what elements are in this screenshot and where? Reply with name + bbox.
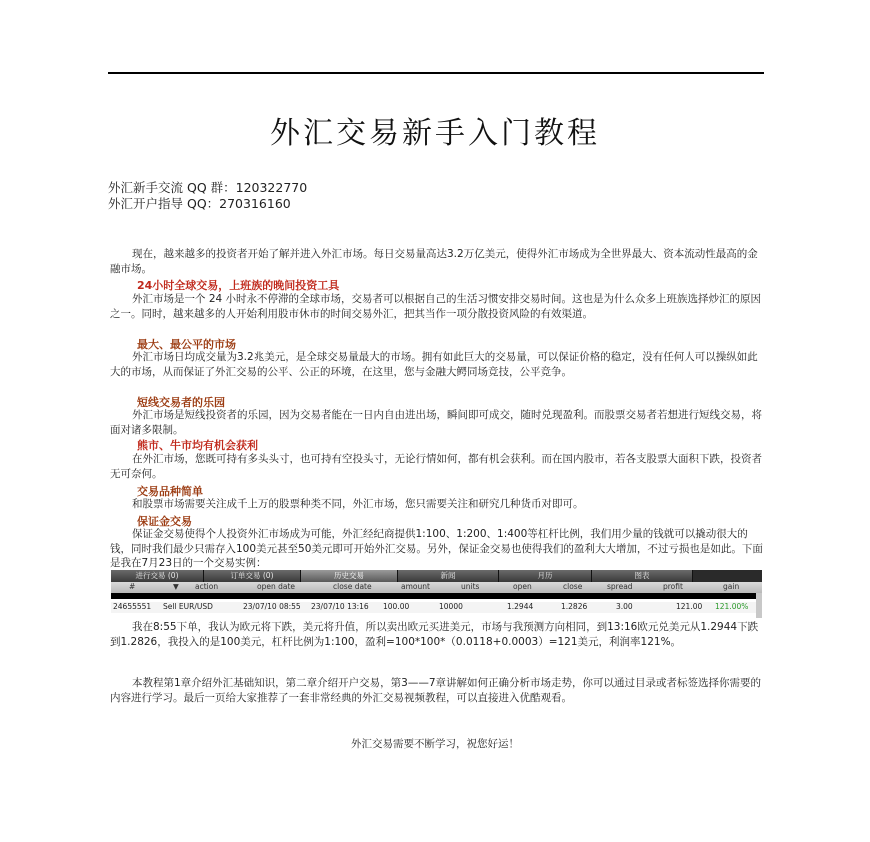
qq-group-line: 外汇新手交流 QQ 群：120322770 — [108, 180, 308, 195]
col-units[interactable]: units — [461, 582, 480, 591]
filter-icon[interactable]: ▼ — [173, 582, 179, 591]
tab-open-trades[interactable]: 进行交易 (0) — [111, 570, 204, 582]
outline-paragraph — [110, 676, 766, 705]
section-paragraph: 和股票市场需要关注成千上万的股票种类不同，外汇市场，您只需要关注和研究几种货币对即可。 — [132, 498, 584, 510]
section-paragraph: 在外汇市场，您既可持有多头头寸，也可持有空投头寸，无论行情如何，都有机会获利。而在国内股市，若各支股票大面积下跌，投资者无可奈何。 — [110, 453, 762, 480]
col-amount[interactable]: amount — [401, 582, 430, 591]
table-row[interactable] — [111, 602, 756, 613]
section-heading-simple-products: 交易品种简单 — [137, 485, 203, 498]
cell-open-date: 23/07/10 08:55 — [243, 602, 301, 611]
document-title: 外汇交易新手入门教程 — [270, 116, 600, 151]
col-id[interactable]: # — [129, 582, 136, 591]
cell-amount: 100.00 — [383, 602, 410, 611]
col-gain[interactable]: gain — [723, 582, 740, 591]
section-paragraph: 保证金交易使得个人投资外汇市场成为可能，外汇经纪商提供1:100、1:200、1:400等杠杆比例，我们用少量的钱就可以撬动很大的钱，同时我们最少只需存入100美元甚至50美元即可开始外汇交易。另外，保证金交易也使得我们的盈利大大增加，不过亏损也是如此。下面是我在7月23日的一个交易实例： — [110, 528, 763, 569]
section-heading-short-term: 短线交易者的乐园 — [137, 396, 225, 409]
section-heading-24h: 24小时全球交易，上班族的晚间投资工具 — [137, 279, 340, 292]
col-profit[interactable]: profit — [663, 582, 683, 591]
cell-spread: 3.00 — [616, 602, 633, 611]
section-heading-bull-bear: 熊市、牛市均有机会获利 — [137, 439, 258, 452]
section-heading-largest-market: 最大、最公平的市场 — [137, 338, 236, 351]
section-heading-margin: 保证金交易 — [137, 515, 192, 528]
section-text-24h — [110, 292, 766, 321]
tab-charts[interactable]: 图表 — [592, 570, 693, 582]
table-scrollbar[interactable] — [756, 593, 762, 618]
selection-bar — [111, 593, 756, 599]
qq-guide-line: 外汇开户指导 QQ：270316160 — [108, 196, 291, 211]
trade-history-table — [111, 570, 762, 618]
cell-open: 1.2944 — [507, 602, 534, 611]
section-paragraph: 外汇市场日均成交量为3.2兆美元，是全球交易量最大的市场。拥有如此巨大的交易量，可以保证价格的稳定，没有任何人可以操纵如此大的市场，从而保证了外汇交易的公平、公正的环境，在这里，您与金融大鳄同场竞技，公平竞争。 — [110, 351, 758, 378]
col-open[interactable]: open — [513, 582, 532, 591]
cell-units: 10000 — [439, 602, 463, 611]
tab-history[interactable]: 历史交易 — [301, 570, 398, 582]
explanation-paragraph — [110, 620, 766, 649]
closing-line: 外汇交易需要不断学习，祝您好运！ — [351, 738, 519, 750]
trade-tabs — [111, 570, 762, 582]
col-spread[interactable]: spread — [607, 582, 633, 591]
cell-profit: 121.00 — [676, 602, 703, 611]
tab-news[interactable]: 新闻 — [398, 570, 499, 582]
intro-text: 现在，越来越多的投资者开始了解并进入外汇市场。每日交易量高达3.2万亿美元，使得外汇市场成为全世界最大、资本流动性最高的金融市场。 — [110, 248, 758, 275]
top-divider — [108, 72, 764, 74]
col-open-date[interactable]: open date — [257, 582, 296, 591]
explanation-text: 我在8:55下单，我认为欧元将下跌，美元将升值，所以卖出欧元买进美元，市场与我预测方向相同，到13:16欧元兑美元从1.2944下跌到1.2826，我投入的是100美元，杠杆比例为1:100，盈利=100*100*（0.0118+0.0003）=121美元，利润率121%。 — [110, 621, 759, 648]
intro-paragraph — [110, 247, 766, 276]
section-paragraph: 外汇市场是短线投资者的乐园，因为交易者能在一日内自由进出场，瞬间即可成交，随时兑现盈利。而股票交易者若想进行短线交易，将面对诸多限制。 — [110, 409, 762, 436]
tab-order-trades[interactable]: 订单交易 (0) — [204, 570, 301, 582]
cell-gain: 121.00% — [715, 602, 749, 611]
section-text-margin — [110, 527, 766, 571]
section-text-bull-bear — [110, 452, 766, 481]
cell-close-date: 23/07/10 13:16 — [311, 602, 369, 611]
tab-calendar[interactable]: 月历 — [499, 570, 592, 582]
table-header — [111, 582, 762, 593]
section-paragraph: 外汇市场是一个 24 小时永不停滞的全球市场，交易者可以根据自己的生活习惯安排交易时间。这也是为什么众多上班族选择炒汇的原因之一。同时，越来越多的人开始利用股市休市的时间交易外汇，把其当作一项分散投资风险的有效渠道。 — [110, 293, 762, 320]
col-action[interactable]: action — [195, 582, 219, 591]
col-close-date[interactable]: close date — [333, 582, 372, 591]
cell-action: Sell EUR/USD — [163, 602, 213, 611]
section-text-largest-market — [110, 350, 766, 379]
cell-id: 24655551 — [113, 602, 152, 611]
cell-close: 1.2826 — [561, 602, 588, 611]
section-text-simple-products — [110, 497, 766, 512]
col-close[interactable]: close — [563, 582, 583, 591]
section-text-short-term — [110, 408, 766, 437]
outline-text: 本教程第1章介绍外汇基础知识，第二章介绍开户交易，第3——7章讲解如何正确分析市场走势，你可以通过目录或者标签选择你需要的内容进行学习。最后一页给大家推荐了一套非常经典的外汇交易视频教程，可以直接进入优酷观看。 — [110, 677, 762, 704]
